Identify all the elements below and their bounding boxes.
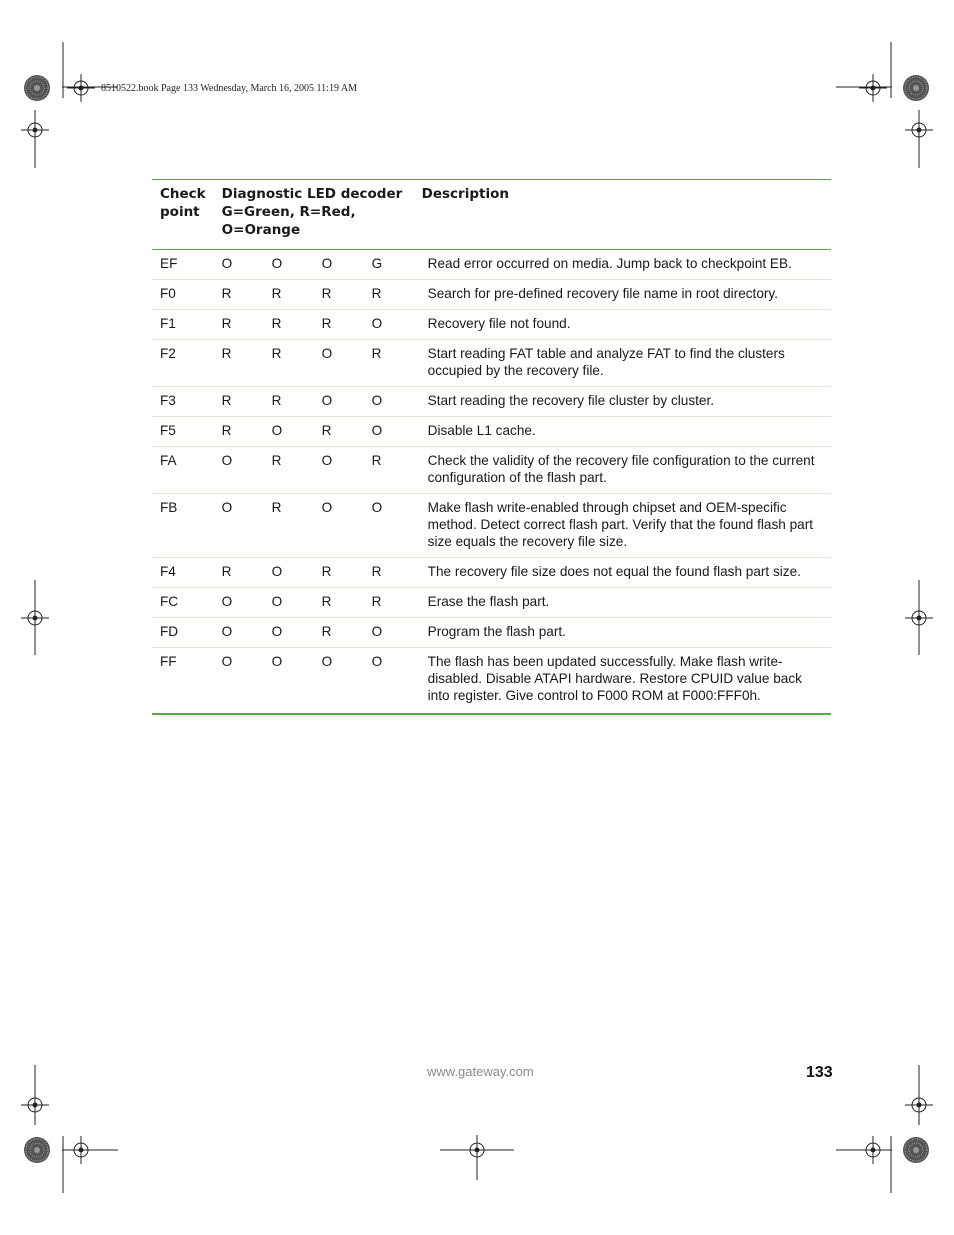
- led-cell: R: [314, 558, 364, 588]
- table-row: [152, 340, 831, 387]
- led-cell: O: [264, 618, 314, 648]
- led-cell: O: [314, 648, 364, 715]
- led-cell: O: [364, 310, 414, 340]
- header-row: [152, 180, 831, 250]
- table-header: [152, 180, 831, 250]
- led-cell: R: [364, 558, 414, 588]
- checkpoint-cell: F3: [152, 387, 214, 417]
- table-row: [152, 588, 831, 618]
- led-cell: O: [214, 648, 264, 715]
- led-cell: O: [264, 417, 314, 447]
- registration-wheel-icon: [24, 1137, 50, 1163]
- led-cell: O: [314, 387, 364, 417]
- table-row: [152, 494, 831, 558]
- table-row: [152, 648, 831, 715]
- table-row: [152, 618, 831, 648]
- description-cell: The recovery file size does not equal the found flash part size.: [414, 558, 831, 588]
- checkpoint-cell: FF: [152, 648, 214, 715]
- checkpoint-cell: EF: [152, 250, 214, 280]
- led-cell: R: [264, 310, 314, 340]
- led-cell: O: [314, 494, 364, 558]
- led-cell: O: [214, 250, 264, 280]
- led-cell: O: [214, 494, 264, 558]
- page-number: 133: [806, 1064, 833, 1081]
- led-cell: R: [364, 280, 414, 310]
- checkpoint-cell: FC: [152, 588, 214, 618]
- led-cell: O: [364, 648, 414, 715]
- description-cell: Program the flash part.: [414, 618, 831, 648]
- led-cell: R: [314, 618, 364, 648]
- description-cell: Check the validity of the recovery file configuration to the current configuration of the flash part.: [414, 447, 831, 494]
- table-body: [152, 250, 831, 715]
- led-cell: R: [314, 417, 364, 447]
- led-cell: O: [364, 618, 414, 648]
- description-cell: Make flash write-enabled through chipset and OEM-specific method. Detect correct flash part. Verify that the found flash part size equals the recovery file size.: [414, 494, 831, 558]
- led-cell: R: [214, 558, 264, 588]
- description-cell: Start reading FAT table and analyze FAT to find the clusters occupied by the recovery file.: [414, 340, 831, 387]
- led-cell: O: [214, 588, 264, 618]
- led-cell: R: [364, 447, 414, 494]
- led-cell: O: [264, 250, 314, 280]
- checkpoint-cell: F4: [152, 558, 214, 588]
- led-cell: R: [264, 280, 314, 310]
- led-cell: O: [364, 417, 414, 447]
- registration-target-icon: [859, 74, 887, 102]
- led-cell: R: [214, 310, 264, 340]
- checkpoint-cell: F5: [152, 417, 214, 447]
- header-led-line1: Diagnostic LED decoder: [221, 186, 403, 202]
- header-checkpoint-line2: point: [160, 204, 200, 220]
- led-cell: R: [314, 280, 364, 310]
- table-row: [152, 417, 831, 447]
- footer-url: www.gateway.com: [427, 1064, 534, 1079]
- led-cell: R: [314, 588, 364, 618]
- checkpoint-cell: F2: [152, 340, 214, 387]
- led-cell: O: [264, 648, 314, 715]
- header-led-line2: G=Green, R=Red, O=Orange: [221, 204, 356, 238]
- table-row: [152, 447, 831, 494]
- description-cell: Read error occurred on media. Jump back to checkpoint EB.: [414, 250, 831, 280]
- led-cell: O: [314, 447, 364, 494]
- led-cell: O: [214, 447, 264, 494]
- registration-wheel-icon: [903, 75, 929, 101]
- checkpoint-cell: F1: [152, 310, 214, 340]
- led-cell: R: [214, 340, 264, 387]
- checkpoint-cell: FD: [152, 618, 214, 648]
- description-cell: Recovery file not found.: [414, 310, 831, 340]
- led-cell: R: [264, 494, 314, 558]
- table-row: [152, 310, 831, 340]
- led-cell: O: [364, 387, 414, 417]
- checkpoint-table: [152, 179, 831, 715]
- led-cell: R: [364, 340, 414, 387]
- checkpoint-cell: FA: [152, 447, 214, 494]
- led-cell: O: [214, 618, 264, 648]
- led-cell: R: [364, 588, 414, 618]
- led-cell: R: [214, 417, 264, 447]
- led-cell: R: [264, 447, 314, 494]
- registration-target-icon: [859, 1136, 887, 1164]
- table-row: [152, 280, 831, 310]
- registration-wheel-icon: [903, 1137, 929, 1163]
- header-description: Description: [421, 186, 509, 202]
- description-cell: The flash has been updated successfully. Make flash write-disabled. Disable ATAPI hardware. Restore CPUID value back into register. Give control to F000 ROM at F000:FFF0h.: [414, 648, 831, 715]
- registration-wheel-icon: [24, 75, 50, 101]
- header-led-decoder: [214, 180, 414, 250]
- led-cell: O: [264, 588, 314, 618]
- header-checkpoint-line1: Check: [160, 186, 206, 202]
- registration-target-icon: [463, 1136, 491, 1164]
- description-cell: Search for pre-defined recovery file name in root directory.: [414, 280, 831, 310]
- print-slug: 8510522.book Page 133 Wednesday, March 16, 2005 11:19 AM: [101, 83, 358, 94]
- registration-target-icon: [67, 1136, 95, 1164]
- led-cell: O: [364, 494, 414, 558]
- led-cell: R: [264, 387, 314, 417]
- led-cell: O: [264, 558, 314, 588]
- description-cell: Start reading the recovery file cluster by cluster.: [414, 387, 831, 417]
- table-row: [152, 387, 831, 417]
- table-row: [152, 558, 831, 588]
- table-row: [152, 250, 831, 280]
- checkpoint-cell: FB: [152, 494, 214, 558]
- description-cell: Erase the flash part.: [414, 588, 831, 618]
- led-cell: G: [364, 250, 414, 280]
- header-checkpoint: [152, 180, 214, 250]
- led-cell: O: [314, 250, 364, 280]
- led-cell: R: [214, 387, 264, 417]
- led-cell: R: [314, 310, 364, 340]
- led-cell: R: [264, 340, 314, 387]
- checkpoint-cell: F0: [152, 280, 214, 310]
- led-cell: R: [214, 280, 264, 310]
- registration-target-icon: [67, 74, 95, 102]
- description-cell: Disable L1 cache.: [414, 417, 831, 447]
- led-cell: O: [314, 340, 364, 387]
